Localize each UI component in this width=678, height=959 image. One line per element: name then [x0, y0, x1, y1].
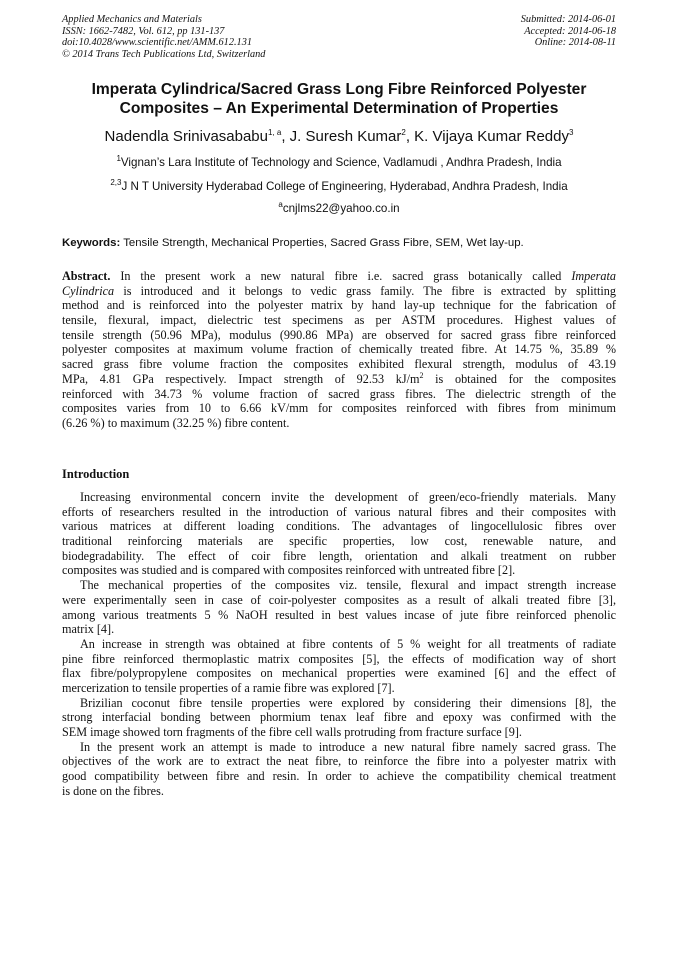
abstract-text: In the present work a new natural fibre i.e. sacred grass botanically called: [110, 269, 572, 283]
abstract-line: reinforced with 34.73 % volume fraction of sacred grass fibres. The dielectric strength of the: [62, 386, 616, 401]
abstract-line: method and is reinforced into the polyester matrix by hand lay-up technique for the fabrication of: [62, 298, 616, 313]
intro-line: traditional reinforcing materials are specific properties, low cost, renewable nature, and: [62, 534, 616, 549]
intro-line: good compatibility between fibre and resin. In order to achieve the compatibility chemical treatment: [62, 769, 616, 784]
email-address: cnjlms22@yahoo.co.in: [282, 202, 400, 215]
intro-line: An increase in strength was obtained at fibre contents of 5 % weight for all treatments of radiate: [80, 636, 616, 651]
intro-line: among various treatments 5 % NaOH resulted in best values incase of jute fibre reinforced phenolic: [62, 607, 616, 622]
affiliation-2-mark: 2,3: [110, 178, 122, 188]
author-2: , J. Suresh Kumar: [281, 128, 402, 145]
author-3-affil-mark: 3: [568, 128, 574, 137]
publication-dates: [521, 14, 616, 49]
introduction-body: [62, 490, 616, 798]
abstract-text: is introduced and it belongs to vedic grass family. The fibre is extracted by splitting: [114, 283, 616, 298]
journal-name: Applied Mechanics and Materials: [62, 14, 202, 25]
keywords-label: Keywords:: [62, 237, 121, 249]
author-3: , K. Vijaya Kumar Reddy: [405, 128, 569, 145]
abstract-line: polyester composites at maximum volume fraction of chemically treated fibre. At 14.75 %, 35.89 %: [62, 342, 616, 357]
issn-line: ISSN: 1662-7482, Vol. 612, pp 131-137: [62, 25, 225, 37]
intro-line: biodegradability. The effect of coir fibre length, orientation and alkali treatment on rubber: [62, 548, 616, 563]
abstract: [62, 269, 616, 431]
affiliation-1-text: Vignan’s Lara Institute of Technology and Science, Vadlamudi , Andhra Pradesh, India: [120, 156, 562, 169]
intro-line: were experimentally seen in case of coir-polyester composites as a result of alkali treated fibre [3],: [62, 592, 616, 607]
abstract-text: MPa, 4.81 GPa respectively. Impact strength of 92.53 kJ/m: [62, 371, 420, 386]
abstract-line: [62, 372, 616, 387]
intro-line: composites was studied and is compared with composites reinforced with untreated fibre [2].: [62, 563, 516, 578]
intro-line: mercerization to tensile properties of a ramie fibre was explored [7].: [62, 680, 395, 695]
affiliation-2-text: J N T University Hyderabad College of Engineering, Hyderabad, Andhra Pradesh, India: [121, 180, 568, 193]
intro-line: SEM image showed torn fragments of the fibre cell walls protruding from fracture surface [9].: [62, 725, 522, 739]
introduction-heading: Introduction: [62, 467, 130, 481]
intro-line: flax fibre/polypropylene composites on mechanical properties were examined [6] and the effect of: [62, 666, 616, 681]
intro-line: matrix [4].: [62, 622, 115, 637]
abstract-line: (6.26 %) to maximum (32.25 %) fibre content.: [62, 415, 290, 430]
copyright-line: © 2014 Trans Tech Publications Ltd, Switzerland: [62, 48, 266, 60]
keywords-text: Tensile Strength, Mechanical Properties, Sacred Grass Fibre, SEM, Wet lay-up.: [120, 237, 524, 249]
doi-line: doi:10.4028/www.scientific.net/AMM.612.131: [62, 37, 252, 48]
affiliation-1-mark: 1: [116, 154, 121, 164]
species-name: Cylindrica: [62, 283, 115, 298]
abstract-label: Abstract.: [62, 269, 111, 283]
author-list: [40, 128, 638, 146]
journal-info: [62, 14, 265, 60]
intro-line: Brizilian coconut fibre tensile properties were explored by considering their dimensions [8], the: [80, 695, 616, 710]
email-mark: a: [278, 200, 283, 210]
title-line-2: Composites – An Experimental Determination of Properties: [119, 100, 559, 117]
intro-line: efforts of researchers resulted in the introduction of various natural fibres and their composites with: [62, 504, 616, 519]
keywords: [62, 236, 616, 250]
intro-line: strong interfacial bonding between phormium tenax leaf fibre and epoxy was confirmed with the: [62, 710, 616, 725]
paper-title: [62, 80, 616, 118]
affiliation-1: [40, 156, 638, 170]
title-line-1: Imperata Cylindrica/Sacred Grass Long Fibre Reinforced Polyester: [91, 81, 587, 98]
abstract-line: [62, 269, 616, 284]
species-name: Imperata: [571, 269, 616, 283]
unit-superscript: 2: [419, 370, 424, 380]
intro-line: Increasing environmental concern invite the development of green/eco-friendly materials. Many: [80, 490, 616, 504]
submitted-date: Submitted: 2014-06-01: [520, 14, 616, 25]
abstract-line: tensile, flexural, impact, dielectric test specimens as per ASTM procedures. Highest values of: [62, 313, 616, 328]
intro-line: various matrices at different loading conditions. The advantages of lingocellulosic fibres over: [62, 519, 616, 534]
intro-line: The mechanical properties of the composites viz. tensile, flexural and impact strength increase: [80, 578, 616, 593]
abstract-line: composites varies from 10 to 6.66 kV/mm for composites reinforced with fibres from minimum: [62, 401, 616, 416]
author-2-affil-mark: 2: [401, 128, 406, 137]
intro-line: pine fibre reinforced thermoplastic matrix composites [5], the effects of modification way of short: [62, 651, 616, 666]
online-date: Online: 2014-08-11: [534, 37, 616, 48]
email-line: [40, 202, 638, 216]
intro-line: is done on the fibres.: [62, 783, 164, 798]
author-1: Nadendla Srinivasababu: [104, 128, 268, 145]
intro-line: In the present work an attempt is made to introduce a new natural fibre namely sacred grass. The: [80, 739, 616, 754]
intro-line: objectives of the work are to extract the neat fibre, to reinforce the fibre into a polyester matrix with: [62, 754, 616, 769]
abstract-line: sacred grass fibre volume fraction the composites exhibited flexural strength, modulus of 43.19: [62, 357, 616, 372]
affiliation-2: [40, 180, 638, 194]
author-1-affil-mark: 1, a: [268, 128, 282, 137]
abstract-text: is obtained for the composites: [423, 371, 616, 386]
abstract-line: [62, 284, 616, 299]
abstract-line: tensile strength (50.96 MPa), modulus (990.86 MPa) are observed for sacred grass fibre reinforced: [62, 327, 616, 342]
accepted-date: Accepted: 2014-06-18: [524, 25, 616, 37]
